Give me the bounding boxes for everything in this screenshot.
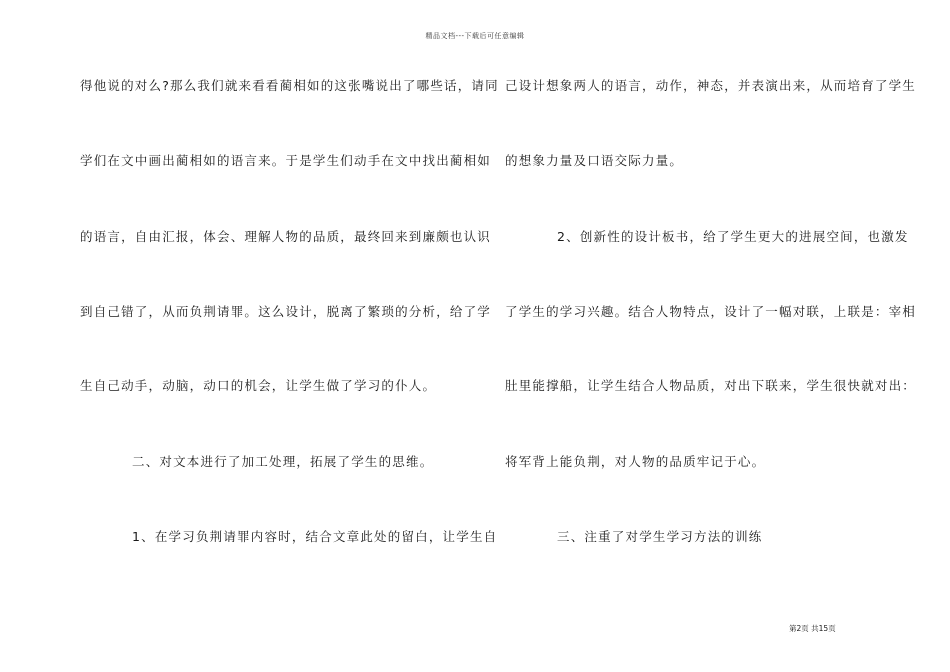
paragraph-line: 生自己动手，动脑，动口的机会，让学生做了学习的仆人。 bbox=[80, 378, 437, 393]
page-number: 第2页 共15页 bbox=[789, 624, 836, 633]
paragraph-line: 将军背上能负荆，对人物的品质牢记于心。 bbox=[505, 454, 766, 469]
paragraph-line: 的语言，自由汇报，体会、理解人物的品质，最终回来到廉颇也认识 bbox=[80, 229, 492, 244]
paragraph-line: 己设计想象两人的语言，动作，神态，并表演出来，从而培育了学生 bbox=[505, 78, 917, 93]
section-heading: 三、注重了对学生学习方法的训练 bbox=[557, 529, 763, 544]
paragraph-line: 得他说的对么?那么我们就来看看蔺相如的这张嘴说出了哪些话，请同 bbox=[80, 78, 499, 93]
paragraph-line: 的想象力量及口语交际力量。 bbox=[505, 153, 684, 168]
section-heading: 二、对文本进行了加工处理，拓展了学生的思维。 bbox=[132, 454, 434, 469]
paragraph-line: 到自己错了，从而负荆请罪。这么设计，脱离了繁琐的分析，给了学 bbox=[80, 304, 492, 319]
page-header: 精品文档---下载后可任意编辑 bbox=[425, 32, 525, 40]
paragraph-line: 肚里能撑船，让学生结合人物品质，对出下联来，学生很快就对出： bbox=[505, 378, 917, 393]
paragraph-line: 学们在文中画出蔺相如的语言来。于是学生们动手在文中找出蔺相如 bbox=[80, 153, 492, 168]
paragraph-line: 2、创新性的设计板书，给了学生更大的进展空间，也激发 bbox=[557, 229, 909, 244]
paragraph-line: 1、在学习负荆请罪内容时，结合文章此处的留白，让学生自 bbox=[132, 529, 498, 544]
paragraph-line: 了学生的学习兴趣。结合人物特点，设计了一幅对联，上联是：宰相 bbox=[505, 304, 917, 319]
